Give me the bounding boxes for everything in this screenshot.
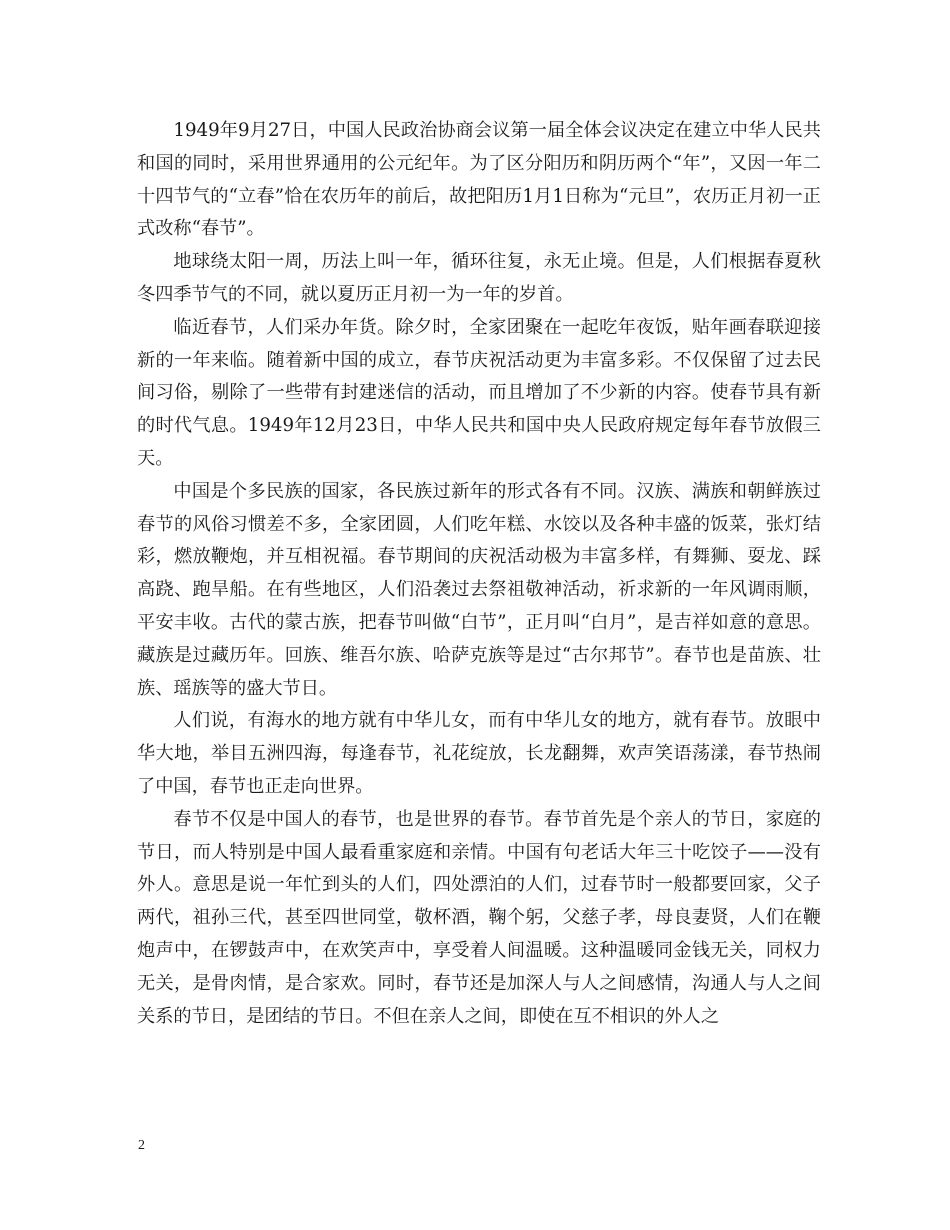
page-number: 2 (138, 1138, 145, 1153)
paragraph-5: 人们说，有海水的地方就有中华儿女，而有中华儿女的地方，就有春节。放眼中华大地，举目五洲四海，每逢春节，礼花绽放，长龙翻舞，欢声笑语荡漾，春节热闹了中国，春节也正走向世界。 (137, 710, 821, 797)
paragraph-1: 1949年9月27日，中国人民政治协商会议第一届全体会议决定在建立中华人民共和国的同时，采用世界通用的公元纪年。为了区分阳历和阴历两个“年”，又因一年二十四节气的“立春”恰在农历年的前后，故把阳历1月1日称为“元旦”，农历正月初一正式改称“春节”。 (137, 120, 821, 240)
document-body (137, 115, 821, 1033)
paragraph-2: 地球绕太阳一周，历法上叫一年，循环往复，永无止境。但是，人们根据春夏秋冬四季节气的不同，就以夏历正月初一为一年的岁首。 (137, 251, 821, 305)
paragraph-4: 中国是个多民族的国家，各民族过新年的形式各有不同。汉族、满族和朝鲜族过春节的风俗习惯差不多，全家团圆，人们吃年糕、水饺以及各种丰盛的饭菜，张灯结彩，燃放鞭炮，并互相祝福。春节期间的庆祝活动极为丰富多样，有舞狮、耍龙、踩高跷、跑旱船。在有些地区，人们沿袭过去祭祖敬神活动，祈求新的一年风调雨顺，平安丰收。古代的蒙古族，把春节叫做“白节”，正月叫“白月”，是吉祥如意的意思。藏族是过藏历年。回族、维吾尔族、哈萨克族等是过“古尔邦节”。春节也是苗族、壮族、瑶族等的盛大节日。 (137, 480, 821, 699)
paragraph-6: 春节不仅是中国人的春节，也是世界的春节。春节首先是个亲人的节日，家庭的节日，而人特别是中国人最看重家庭和亲情。中国有句老话大年三十吃饺子——没有外人。意思是说一年忙到头的人们，四处漂泊的人们，过春节时一般都要回家，父子两代，祖孙三代，甚至四世同堂，敬杯酒，鞠个躬，父慈子孝，母良妻贤，人们在鞭炮声中，在锣鼓声中，在欢笑声中，享受着人间温暖。这种温暖同金钱无关，同权力无关，是骨肉情，是合家欢。同时，春节还是加深人与人之间感情，沟通人与人之间关系的节日，是团结的节日。不但在亲人之间，即使在互不相识的外人之 (137, 808, 821, 1027)
paragraph-3: 临近春节，人们采办年货。除夕时，全家团聚在一起吃年夜饭，贴年画春联迎接新的一年来临。随着新中国的成立，春节庆祝活动更为丰富多彩。不仅保留了过去民间习俗，剔除了一些带有封建迷信的活动，而且增加了不少新的内容。使春节具有新的时代气息。1949年12月23日，中华人民共和国中央人民政府规定每年春节放假三天。 (137, 316, 821, 469)
